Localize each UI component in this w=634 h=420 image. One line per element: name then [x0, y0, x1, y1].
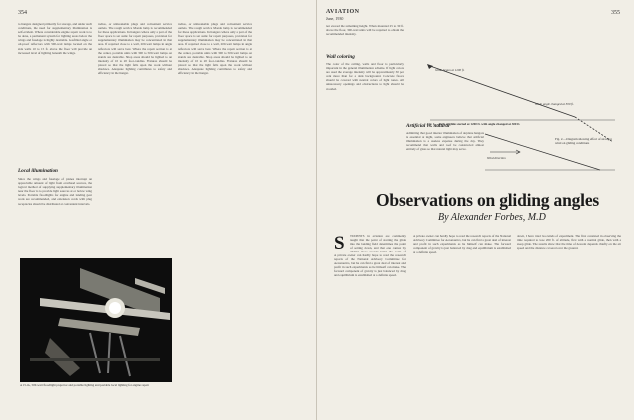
fig-label-start: Glide begun at 1200 ft.: [435, 68, 465, 72]
hangar-floodlight-photo: [20, 258, 172, 382]
plane-icon: [427, 64, 433, 69]
article-col1-lead: [350, 234, 406, 252]
artificial-natural-text: Admitting that good interior illumination of airplane hangars is essential at night, some engineers believe that artificial illumination is a useless expense during the day. They recommend that walls and roof be constructed almost entirely of glass so that natural light may serve.: [406, 131, 484, 152]
article-col1-text: A private owner can hardly hope to read the research reports of the National Advisory Committee for Aeronautics, but he can find a great deal of interest and profit in such experiments as he himself can make. The forward component of gravity is just balanced by drag and equilibrium is established at a definite speed.: [334, 253, 406, 278]
article-title: Observations on gliding angles: [376, 190, 600, 210]
article-col2-text: A private owner can hardly hope to read the research reports of the National Advisory Committee for Aeronautics, but he can find a great deal of interest and profit in such experiments as he himself can make. The forward component of gravity is just balanced by drag and equilibrium is established at a definite speed.: [413, 234, 511, 255]
fig-label-wind: Wind direction: [487, 156, 506, 160]
article-col3-text: down, I have tried two kinds of experiment. The first consisted in observing the time required to lose 200 ft. of altitude, first with a normal glide, then with a steep glide. The results show that the time of descent depends chiefly on the air speed and the distance covered over the ground.: [517, 234, 621, 251]
article-column-3: [517, 234, 621, 404]
artificial-natural-heading: Artificial vs. natural: [406, 123, 450, 129]
right-top-text: not exceed the remaining height. When mounted 25 to 30 ft. above the floor, 300-watt units will be required to obtain the recommended intensity.: [326, 24, 404, 37]
glide-path-line: [430, 66, 575, 117]
local-illumination-column: [18, 177, 92, 253]
photo-caption: A 15-in., 500-watt floodlight projector and portable lighting and portable local lighting for engine repair: [20, 383, 149, 387]
wall-coloring-text: The color of the ceiling, walls and floor is particularly important in the general illumination scheme. If light colors are used the average intensity will be approximately 30 per cent more than for a dark background. Concrete floors should be covered with neutral colors of light tones. All unnecessary openings and obstructions to light should be avoided.: [326, 62, 404, 91]
running-date: June, 1930: [326, 16, 344, 21]
glide-diagram: [335, 62, 620, 180]
left-third-column: [178, 22, 252, 382]
left-intro-text: to hangars designed primarily for storage, and under such conditions, the need for supplementary illumination is self-evident. Where considerable engine repair work is to be done, a permanent system for lighting areas below the wings and fuselage is highly desirable. Gasfilled angle or oil-proof reflectors with 500-watt lamps located on the side walls 10 to 15 ft. above the floor will provide an increased level of lighting beneath the wings.: [18, 22, 92, 55]
running-head: AVIATION: [326, 9, 360, 15]
left-page-number: 354: [18, 10, 27, 16]
article-byline: By Alexander Forbes, M.D: [438, 212, 546, 223]
glide-diagram-drawing: [335, 62, 620, 180]
fig2-caption: Fig. 2.—Diagram showing effect of stronger wind on gliding conditions: [555, 137, 612, 145]
wind-arrow-icon: [490, 150, 520, 154]
article-column-1: [334, 253, 406, 403]
fig1-caption: Fig. 1.—Path of glide started at 1200 ft. with angle changed at 300 ft.: [427, 122, 521, 126]
wall-coloring-heading: Wall coloring: [326, 54, 355, 60]
local-illumination-heading: Local illumination: [18, 168, 58, 174]
left-third-text: radios, or unbreakable plugs and convenient service outlets. The rough service Mazda lamp is recommended for these applications. In hangars where only a part of the floor space is set aside for repair purposes, provision for supplementary illumination may be concentrated in that area. If required close to a wall, 200-watt lamps in angle reflectors will serve best. Where the repair section is at the center, portable units with 300 to 500-watt lamps on stands are desirable. Shop areas should be lighted to an intensity of 10 to 20 foot-candles. Fixtures should be placed so that the light falls upon the work without shadows. Adequate lighting contributes to safety and efficiency in the hangar.: [178, 22, 252, 76]
drop-cap: S: [334, 233, 345, 254]
article-column-2: [413, 234, 511, 404]
hangar-photo-drawing: [20, 258, 172, 382]
fig-label-change: Glide angle changed at 300 ft.: [535, 102, 574, 106]
right-top-column: [326, 24, 404, 52]
article-col1-lead-text: TUDENTS in aviation are commonly taught that the point of starting the glide into the landing field determines the point of setting down, and that one cannot by: [350, 234, 406, 251]
local-illumination-text: Since the wings and fuselage of planes interrupt an appreciable amount of light from overhead sources, the logical method of supplying supplementary illumination near the floor is to provide light sources at or below wing levels. Portable floodlights for engine and landing gear work are recommended, and extension cords with plug receptacles should be distributed at convenient intervals.: [18, 177, 92, 206]
right-page-number: 355: [611, 10, 620, 16]
left-middle-text: radios, or unbreakable plugs and convenient service outlets. The rough service Mazda lamp is recommended for these applications. In hangars where only a part of the floor space is set aside for repair purposes, provision for supplementary illumination may be concentrated in that area. If required close to a wall, 200-watt lamps in angle reflectors will serve best. Where the repair section is at the center, portable units with 300 to 500-watt lamps on stands are desirable. Shop areas should be lighted to an intensity of 10 to 20 foot-candles. Fixtures should be placed so that the light falls upon the work without shadows. Adequate lighting contributes to safety and efficiency in the hangar.: [98, 22, 172, 76]
left-middle-column: [98, 22, 172, 254]
left-intro-column: [18, 22, 92, 164]
